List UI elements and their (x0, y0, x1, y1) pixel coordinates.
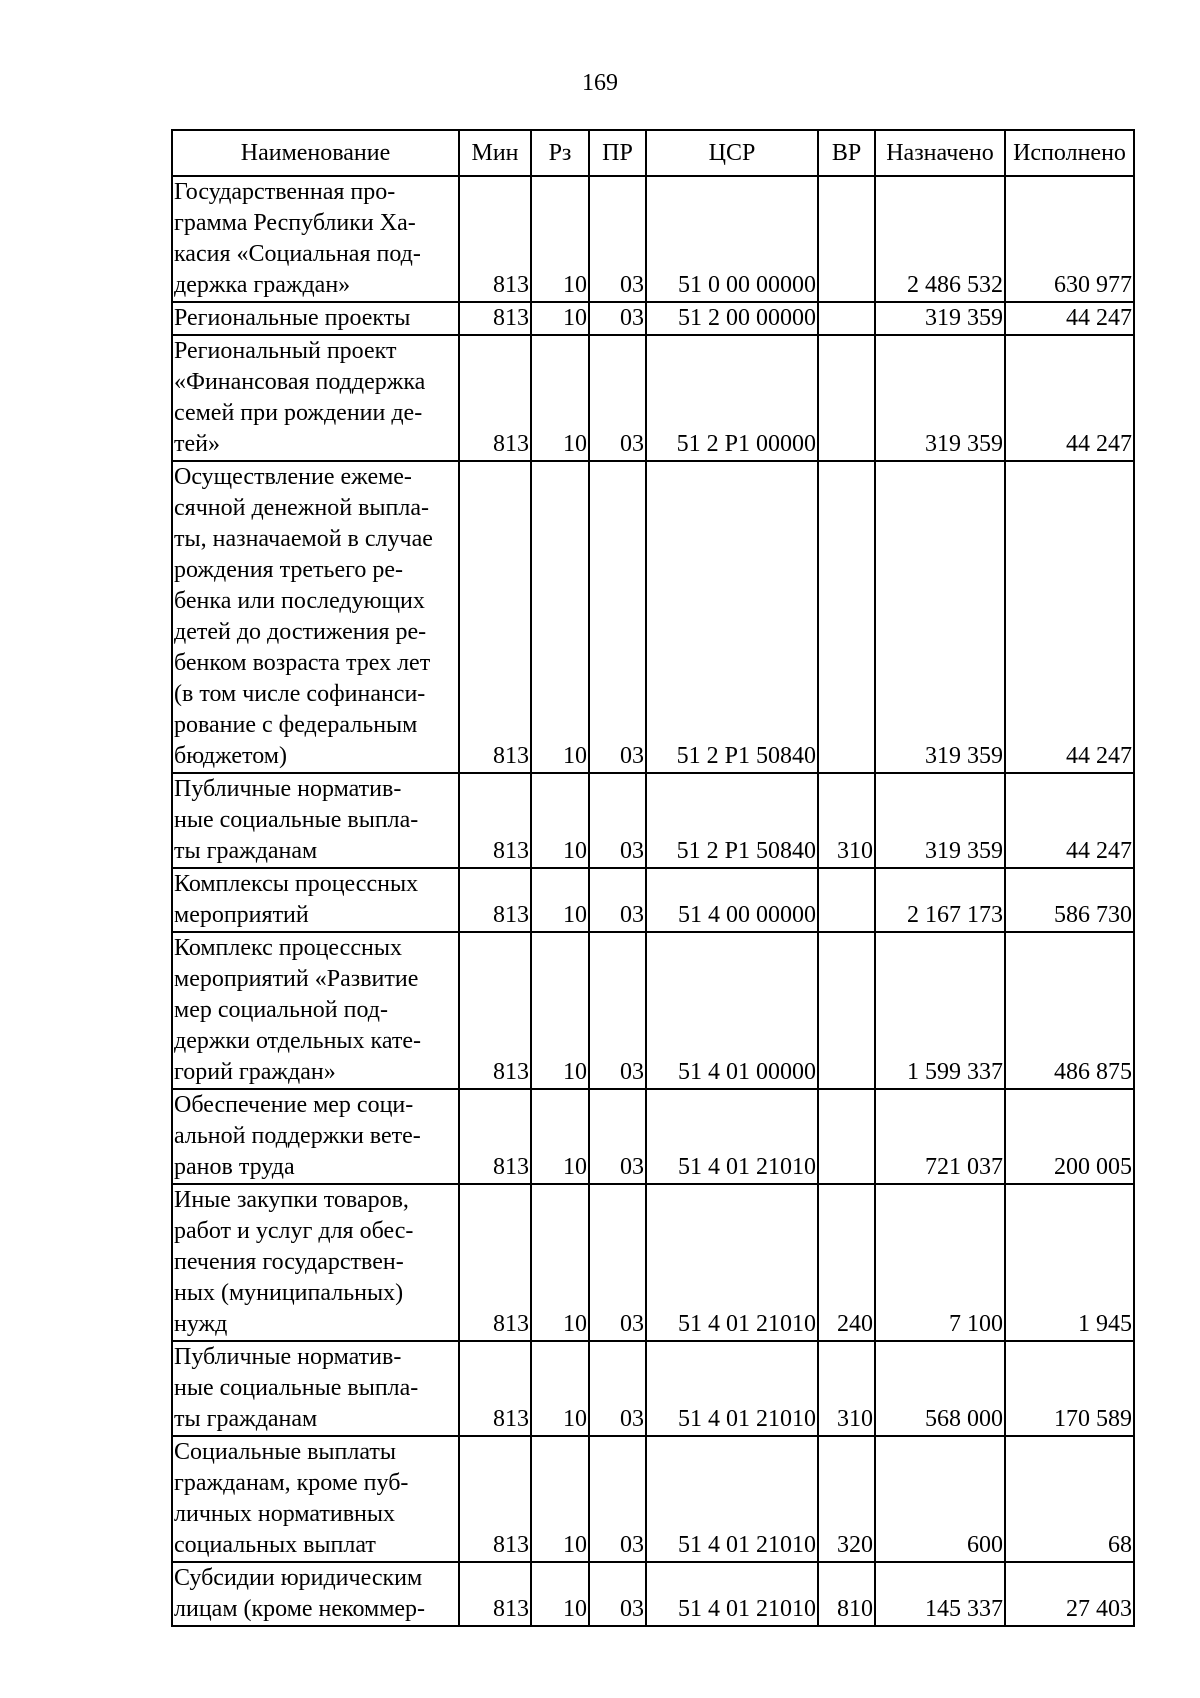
cell-vr: 310 (818, 1341, 875, 1436)
cell-name-line: Региональные проекты (174, 305, 411, 331)
table-body (172, 176, 1134, 1626)
cell-name-line: гражданам, кроме пуб- (174, 1470, 409, 1496)
table-row (172, 302, 1134, 335)
cell-executed: 44 247 (1005, 335, 1134, 461)
cell-name-line: ные социальные выпла- (174, 807, 419, 833)
cell-min: 813 (459, 773, 531, 868)
cell-name (172, 461, 459, 773)
table-row (172, 773, 1134, 868)
cell-name (172, 1341, 459, 1436)
cell-assigned: 319 359 (875, 773, 1005, 868)
cell-vr (818, 868, 875, 932)
cell-min: 813 (459, 335, 531, 461)
cell-csr: 51 2 Р1 50840 (646, 461, 818, 773)
cell-pr: 03 (589, 1436, 646, 1562)
cell-vr: 310 (818, 773, 875, 868)
page-number: 169 (582, 70, 618, 96)
cell-name (172, 1089, 459, 1184)
cell-name-line: (в том числе софинанси- (174, 681, 426, 707)
cell-name-line: сячной денежной выпла- (174, 495, 429, 521)
cell-rz: 10 (531, 1562, 589, 1626)
header-name: Наименование (172, 130, 459, 176)
cell-assigned: 7 100 (875, 1184, 1005, 1341)
cell-pr: 03 (589, 1184, 646, 1341)
cell-name-line: держка граждан» (174, 272, 351, 298)
cell-csr: 51 0 00 00000 (646, 176, 818, 302)
cell-name (172, 932, 459, 1089)
cell-name-line: работ и услуг для обес- (174, 1218, 414, 1244)
cell-assigned: 721 037 (875, 1089, 1005, 1184)
cell-min: 813 (459, 176, 531, 302)
cell-pr: 03 (589, 176, 646, 302)
table-row (172, 461, 1134, 773)
cell-name-line: Публичные норматив- (174, 776, 402, 802)
table-row (172, 1089, 1134, 1184)
cell-rz: 10 (531, 868, 589, 932)
cell-min: 813 (459, 302, 531, 335)
cell-name-line: касия «Социальная под- (174, 241, 421, 267)
cell-name-line: ты, назначаемой в случае (174, 526, 433, 552)
cell-executed: 586 730 (1005, 868, 1134, 932)
cell-name-line: Иные закупки товаров, (174, 1187, 409, 1213)
cell-name-line: Субсидии юридическим (174, 1565, 423, 1591)
header-assigned: Назначено (875, 130, 1005, 176)
cell-name (172, 773, 459, 868)
cell-name-line: горий граждан» (174, 1059, 336, 1085)
cell-name-line: мер социальной под- (174, 997, 389, 1023)
cell-name-line: бенком возраста трех лет (174, 650, 431, 676)
cell-csr: 51 2 Р1 50840 (646, 773, 818, 868)
cell-name (172, 868, 459, 932)
cell-name-line: семей при рождении де- (174, 400, 423, 426)
cell-min: 813 (459, 1089, 531, 1184)
cell-rz: 10 (531, 176, 589, 302)
cell-pr: 03 (589, 335, 646, 461)
cell-min: 813 (459, 461, 531, 773)
header-csr: ЦСР (646, 130, 818, 176)
cell-min: 813 (459, 1436, 531, 1562)
cell-name (172, 1436, 459, 1562)
cell-name (172, 176, 459, 302)
header-min: Мин (459, 130, 531, 176)
cell-executed: 44 247 (1005, 302, 1134, 335)
cell-csr: 51 4 01 21010 (646, 1184, 818, 1341)
table-row (172, 932, 1134, 1089)
cell-name-line: социальных выплат (174, 1532, 376, 1558)
cell-name-line: Осуществление ежеме- (174, 464, 412, 490)
cell-csr: 51 4 01 00000 (646, 932, 818, 1089)
cell-name-line: бюджетом) (174, 743, 287, 769)
table-row (172, 1341, 1134, 1436)
cell-name-line: Комплекс процессных (174, 935, 402, 961)
cell-executed: 170 589 (1005, 1341, 1134, 1436)
cell-vr (818, 461, 875, 773)
cell-pr: 03 (589, 932, 646, 1089)
cell-name-line: Публичные норматив- (174, 1344, 402, 1370)
table-row (172, 1436, 1134, 1562)
cell-assigned: 319 359 (875, 335, 1005, 461)
cell-name-line: «Финансовая поддержка (174, 369, 426, 395)
cell-pr: 03 (589, 1089, 646, 1184)
cell-vr (818, 932, 875, 1089)
cell-name-line: грамма Республики Ха- (174, 210, 416, 236)
cell-executed: 630 977 (1005, 176, 1134, 302)
cell-csr: 51 4 00 00000 (646, 868, 818, 932)
cell-name-line: Обеспечение мер соци- (174, 1092, 414, 1118)
table-row (172, 335, 1134, 461)
cell-rz: 10 (531, 302, 589, 335)
cell-executed: 1 945 (1005, 1184, 1134, 1341)
cell-name-line: Региональный проект (174, 338, 397, 364)
cell-name (172, 1184, 459, 1341)
cell-csr: 51 2 00 00000 (646, 302, 818, 335)
cell-name-line: держки отдельных кате- (174, 1028, 422, 1054)
cell-name-line: личных нормативных (174, 1501, 396, 1527)
cell-executed: 200 005 (1005, 1089, 1134, 1184)
cell-vr (818, 176, 875, 302)
cell-rz: 10 (531, 461, 589, 773)
cell-rz: 10 (531, 1341, 589, 1436)
cell-name-line: альной поддержки вете- (174, 1123, 421, 1149)
header-pr: ПР (589, 130, 646, 176)
cell-name-line: ранов труда (174, 1154, 295, 1180)
header-vr: ВР (818, 130, 875, 176)
cell-min: 813 (459, 868, 531, 932)
cell-rz: 10 (531, 1184, 589, 1341)
cell-name-line: Комплексы процессных (174, 871, 419, 897)
cell-executed: 486 875 (1005, 932, 1134, 1089)
cell-vr (818, 302, 875, 335)
table-row (172, 868, 1134, 932)
cell-assigned: 319 359 (875, 461, 1005, 773)
cell-pr: 03 (589, 868, 646, 932)
cell-pr: 03 (589, 302, 646, 335)
cell-rz: 10 (531, 773, 589, 868)
cell-min: 813 (459, 1184, 531, 1341)
cell-rz: 10 (531, 1089, 589, 1184)
header-executed: Исполнено (1005, 130, 1134, 176)
cell-assigned: 568 000 (875, 1341, 1005, 1436)
cell-pr: 03 (589, 1341, 646, 1436)
cell-csr: 51 4 01 21010 (646, 1562, 818, 1626)
cell-vr (818, 1089, 875, 1184)
header-rz: Рз (531, 130, 589, 176)
cell-assigned: 2 486 532 (875, 176, 1005, 302)
cell-vr (818, 335, 875, 461)
cell-csr: 51 4 01 21010 (646, 1436, 818, 1562)
cell-assigned: 600 (875, 1436, 1005, 1562)
cell-name-line: тей» (174, 431, 220, 457)
cell-name-line: нужд (174, 1311, 228, 1337)
cell-name-line: мероприятий «Развитие (174, 966, 419, 992)
cell-name-line: рование с федеральным (174, 712, 418, 738)
cell-executed: 68 (1005, 1436, 1134, 1562)
cell-name-line: рождения третьего ре- (174, 557, 403, 583)
cell-assigned: 1 599 337 (875, 932, 1005, 1089)
cell-name-line: ных (муниципальных) (174, 1280, 404, 1306)
cell-vr: 320 (818, 1436, 875, 1562)
cell-name-line: Государственная про- (174, 179, 396, 205)
cell-rz: 10 (531, 1436, 589, 1562)
cell-executed: 27 403 (1005, 1562, 1134, 1626)
cell-assigned: 319 359 (875, 302, 1005, 335)
cell-name-line: бенка или последующих (174, 588, 425, 614)
cell-name-line: ные социальные выпла- (174, 1375, 419, 1401)
cell-name-line: лицам (кроме некоммер- (174, 1596, 426, 1622)
cell-name-line: мероприятий (174, 902, 309, 928)
cell-executed: 44 247 (1005, 461, 1134, 773)
cell-pr: 03 (589, 773, 646, 868)
cell-name (172, 302, 459, 335)
table-row (172, 1562, 1134, 1626)
cell-csr: 51 4 01 21010 (646, 1341, 818, 1436)
budget-table (171, 129, 1135, 1627)
cell-pr: 03 (589, 461, 646, 773)
cell-rz: 10 (531, 335, 589, 461)
cell-csr: 51 2 Р1 00000 (646, 335, 818, 461)
cell-min: 813 (459, 932, 531, 1089)
cell-name-line: Социальные выплаты (174, 1439, 397, 1465)
cell-name-line: ты гражданам (174, 1406, 318, 1432)
table-row (172, 176, 1134, 302)
cell-min: 813 (459, 1562, 531, 1626)
cell-assigned: 2 167 173 (875, 868, 1005, 932)
table-row (172, 1184, 1134, 1341)
cell-rz: 10 (531, 932, 589, 1089)
header-row (172, 130, 1134, 176)
cell-name (172, 335, 459, 461)
cell-name-line: детей до достижения ре- (174, 619, 427, 645)
cell-csr: 51 4 01 21010 (646, 1089, 818, 1184)
cell-name-line: печения государствен- (174, 1249, 404, 1275)
cell-pr: 03 (589, 1562, 646, 1626)
cell-name (172, 1562, 459, 1626)
cell-name-line: ты гражданам (174, 838, 318, 864)
cell-min: 813 (459, 1341, 531, 1436)
cell-assigned: 145 337 (875, 1562, 1005, 1626)
cell-executed: 44 247 (1005, 773, 1134, 868)
cell-vr: 240 (818, 1184, 875, 1341)
cell-vr: 810 (818, 1562, 875, 1626)
